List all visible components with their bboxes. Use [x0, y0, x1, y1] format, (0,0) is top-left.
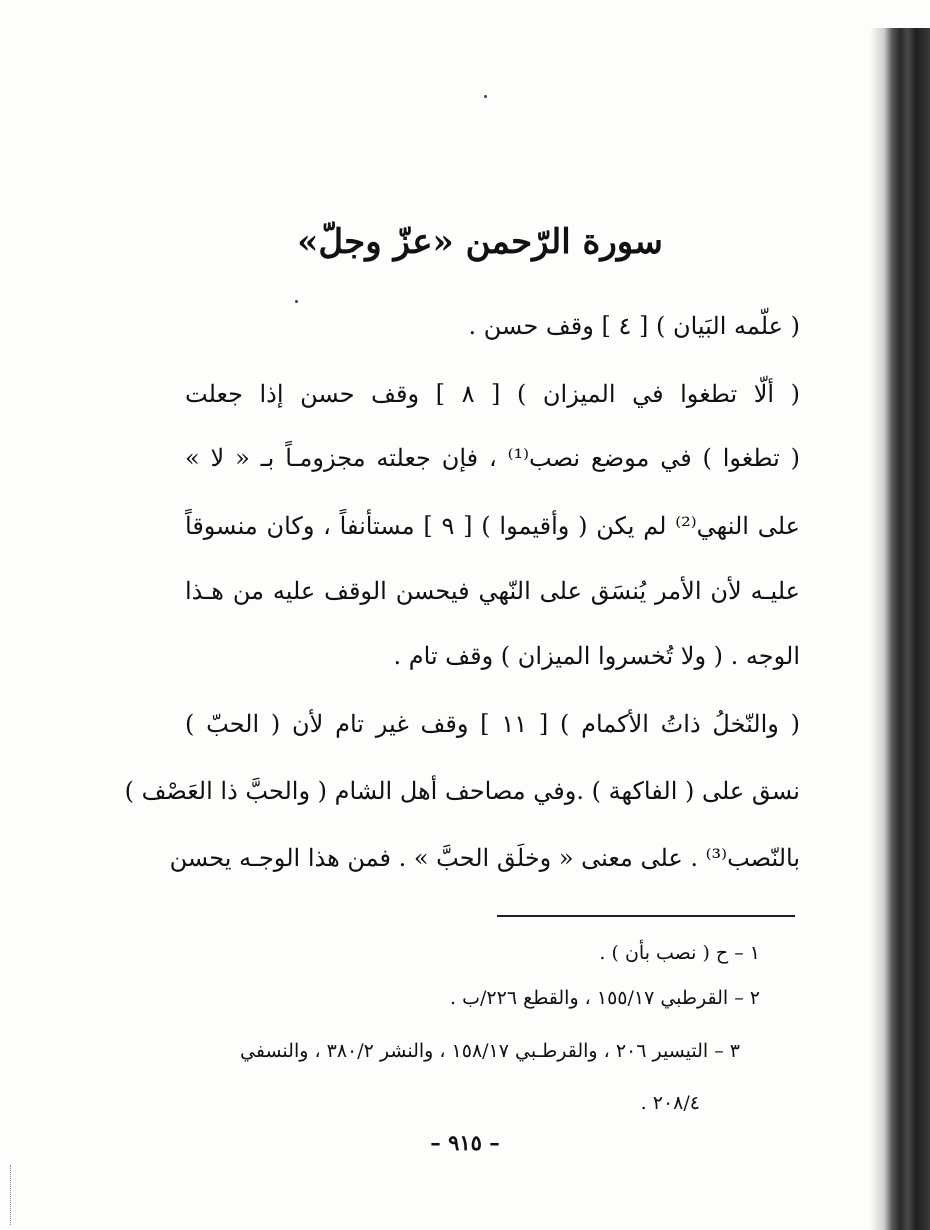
speck: [295, 300, 298, 303]
surah-title: سورة الرّحمن «عزّ وجلّ»: [297, 222, 663, 262]
footnote: ٢٠٨/٤ .: [640, 1092, 700, 1114]
body-line: نسق على ( الفاكهة ) .وفي مصاحف أهل الشام ( والحبَّ ذا العَصْف ): [124, 777, 800, 805]
body-line: عليـه لأن الأمر يُنسَق على النّهي فيحسن الوقف عليه من هـذا: [185, 577, 800, 605]
footnote: ١ – ح ( نصب بأن ) .: [599, 942, 760, 964]
footnote: ٣ – التيسير ٢٠٦ ، والقرطـبي ١٥٨/١٧ ، والنشر ٣٨٠/٢ ، والنسفي: [240, 1040, 740, 1062]
body-line: ( والنّخلُ ذاتُ الأكمام ) [ ١١ ] وقف غير تام لأن ( الحبّ ): [185, 710, 800, 738]
body-line: على النهي⁽²⁾ لم يكن ( وأقيموا ) [ ٩ ] مستأنفاً ، وكان منسوقاً: [185, 512, 800, 540]
body-line: ( ألّا تطغوا في الميزان ) [ ٨ ] وقف حسن إذا جعلت: [185, 380, 800, 408]
page-number: – ٩١٥ –: [430, 1130, 500, 1155]
speck: [484, 95, 487, 98]
page-corner: [860, 0, 930, 28]
body-line: ( تطغوا ) في موضع نصب⁽¹⁾ ، فإن جعلته مجزومـاً بـ « لا »: [185, 444, 800, 472]
scan-margin-mark: [10, 1165, 13, 1225]
body-line: ( علّمه البَيان ) [ ٤ ] وقف حسن .: [468, 312, 800, 340]
footnote: ٢ – القرطبي ١٥٥/١٧ ، والقطع ٢٢٦/ب .: [450, 987, 760, 1009]
book-binding-edge: [870, 0, 930, 1230]
footnote-divider: [497, 915, 795, 917]
body-line: بالنّصب⁽³⁾ . على معنى « وخلَق الحبَّ » . فمن هذا الوجـه يحسن: [169, 844, 800, 872]
body-line: الوجه . ( ولا تُخسروا الميزان ) وقف تام .: [393, 642, 800, 670]
